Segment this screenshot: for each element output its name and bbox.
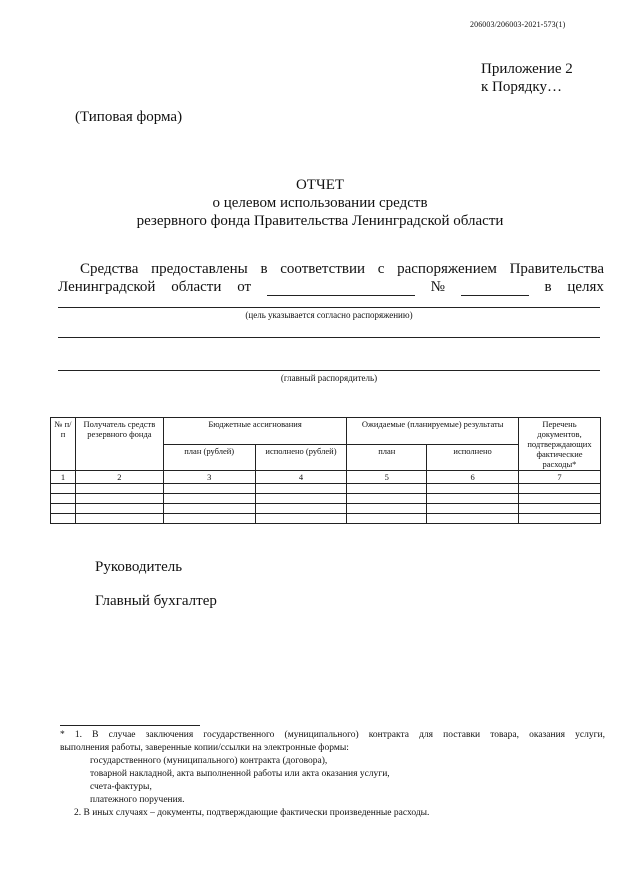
col-number: 7 — [518, 471, 600, 484]
footnote-line-2: выполнения работы, заверенные копии/ссылки на электронные формы: — [60, 743, 349, 753]
table-cell[interactable] — [255, 484, 347, 494]
paragraph-word-ot: от — [237, 279, 252, 295]
col-number: 5 — [347, 471, 427, 484]
table-number-row — [51, 471, 601, 484]
table-cell[interactable] — [75, 484, 163, 494]
title-line-1: ОТЧЕТ — [295, 177, 345, 193]
manager-caption: (главный распорядитель) — [280, 373, 378, 383]
title-line-3: резервного фонда Правительства Ленинградской области — [136, 213, 504, 229]
table-cell[interactable] — [347, 494, 427, 504]
table-cell[interactable] — [347, 514, 427, 524]
paragraph-number-sign: № — [430, 279, 445, 295]
title-line-2: о целевом использовании средств — [212, 195, 428, 211]
order-number-field[interactable] — [461, 281, 529, 296]
document-id: 206003/206003-2021-573(1) — [470, 20, 566, 29]
footnote-line-3: государственного (муниципального) контракта (договора), — [90, 756, 328, 766]
paragraph-word-oblast: области — [171, 279, 222, 295]
table-row — [51, 504, 601, 514]
header-budget: Бюджетные ассигнования — [163, 418, 347, 445]
table-cell[interactable] — [163, 494, 255, 504]
appendix-line-2: к Порядку… — [481, 79, 562, 95]
paragraph-word-v: в — [544, 279, 552, 295]
table-cell[interactable] — [518, 504, 600, 514]
header-budget-plan: план (рублей) — [163, 444, 255, 471]
appendix-line-1: Приложение 2 — [481, 61, 573, 77]
table-cell[interactable] — [51, 504, 76, 514]
table-header-row — [51, 418, 601, 445]
paragraph-line-1: Средства предоставлены в соответствии с распоряжением Правительства — [80, 261, 604, 277]
table-cell[interactable] — [427, 494, 519, 504]
header-expected-plan: план — [347, 444, 427, 471]
table-cell[interactable] — [427, 484, 519, 494]
table-cell[interactable] — [163, 514, 255, 524]
table-cell[interactable] — [75, 504, 163, 514]
header-budget-done: исполнено (рублей) — [255, 444, 347, 471]
purpose-line-2[interactable] — [58, 337, 600, 338]
table-cell[interactable] — [75, 494, 163, 504]
table-cell[interactable] — [427, 504, 519, 514]
col-number: 1 — [51, 471, 76, 484]
signature-accountant: Главный бухгалтер — [95, 593, 217, 609]
table-cell[interactable] — [51, 484, 76, 494]
header-recipient: Получатель средств резервного фонда — [75, 418, 163, 471]
header-num: № п/п — [51, 418, 76, 471]
header-expected: Ожидаемые (планируемые) результаты — [347, 418, 519, 445]
intro-paragraph — [58, 260, 604, 296]
table-cell[interactable] — [427, 514, 519, 524]
col-number: 3 — [163, 471, 255, 484]
table-cell[interactable] — [163, 504, 255, 514]
table-cell[interactable] — [255, 494, 347, 504]
form-type-label: (Типовая форма) — [75, 109, 183, 125]
col-number: 6 — [427, 471, 519, 484]
footnote-line-4: товарной накладной, акта выполненной работы или акта оказания услуги, — [90, 769, 390, 779]
col-number: 4 — [255, 471, 347, 484]
purpose-line[interactable] — [58, 307, 600, 308]
table-row — [51, 484, 601, 494]
table-cell[interactable] — [518, 494, 600, 504]
table-cell[interactable] — [51, 494, 76, 504]
table-cell[interactable] — [518, 514, 600, 524]
paragraph-word-leningrad: Ленинградской — [58, 279, 156, 295]
table-cell[interactable] — [347, 504, 427, 514]
footnote — [60, 729, 605, 820]
table-cell[interactable] — [255, 514, 347, 524]
table-cell[interactable] — [75, 514, 163, 524]
table-cell[interactable] — [51, 514, 76, 524]
header-expected-done: исполнено — [427, 444, 519, 471]
report-title — [0, 176, 640, 230]
purpose-caption: (цель указывается согласно распоряжению) — [245, 310, 413, 320]
footnote-line-5: счета-фактуры, — [90, 782, 152, 792]
appendix-label — [481, 60, 573, 96]
table-cell[interactable] — [518, 484, 600, 494]
footnote-divider — [60, 725, 200, 726]
header-docs: Перечень документов, подтверждающих фактические расходы* — [518, 418, 600, 471]
paragraph-line-2 — [58, 278, 604, 296]
order-date-field[interactable] — [267, 281, 415, 296]
table-cell[interactable] — [255, 504, 347, 514]
table-row — [51, 494, 601, 504]
signature-head: Руководитель — [95, 559, 183, 575]
manager-line[interactable] — [58, 370, 600, 371]
table-cell[interactable] — [347, 484, 427, 494]
table-cell[interactable] — [163, 484, 255, 494]
footnote-line-7: 2. В иных случаях – документы, подтверждающие фактически произведенные расходы. — [74, 808, 430, 818]
paragraph-word-tselyakh: целях — [567, 279, 604, 295]
footnote-line-1: * 1. В случае заключения государственного (муниципального) контракта для поставки товара, оказания услуги, — [60, 730, 605, 740]
table-row — [51, 514, 601, 524]
col-number: 2 — [75, 471, 163, 484]
report-table — [50, 417, 601, 524]
footnote-line-6: платежного поручения. — [90, 795, 185, 805]
